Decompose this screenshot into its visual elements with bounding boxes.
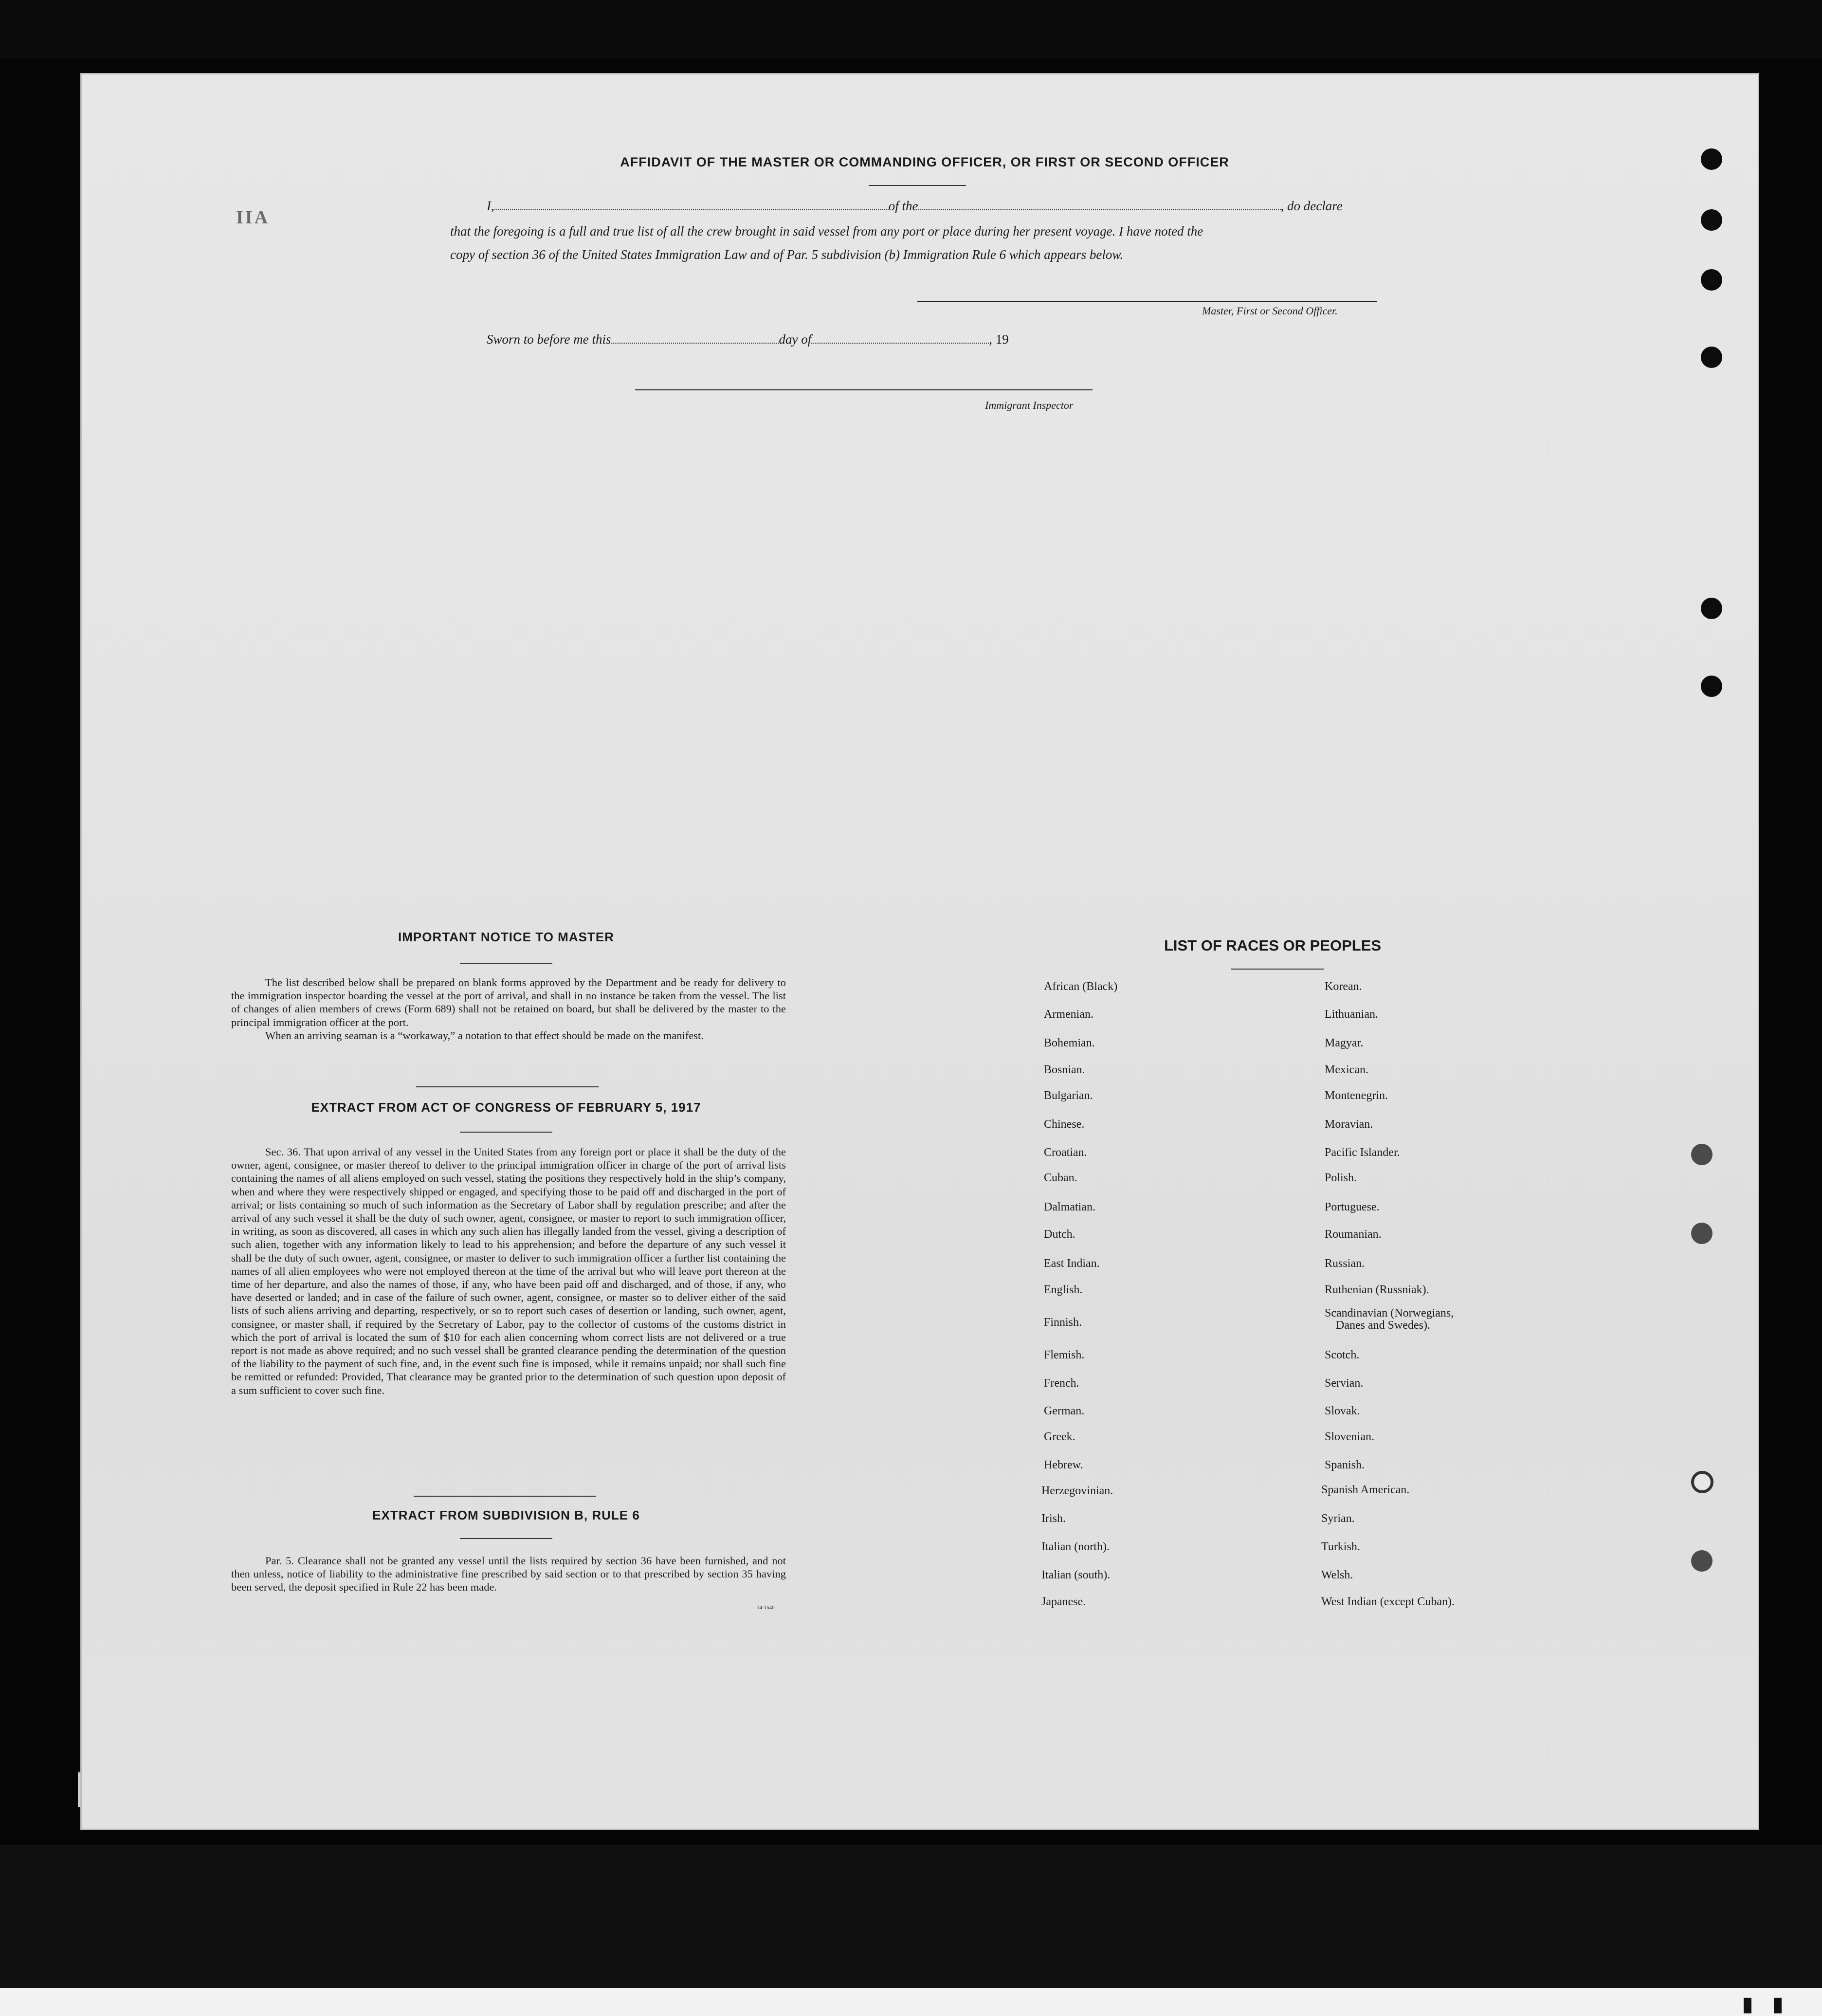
race-left: Bulgarian. — [1044, 1089, 1093, 1102]
race-right: Spanish. — [1325, 1459, 1365, 1471]
races-divider — [1231, 969, 1324, 970]
race-right: Mexican. — [1325, 1063, 1368, 1076]
race-left: German. — [1044, 1405, 1085, 1417]
day-of-label: day of — [779, 332, 812, 347]
inspector-signature-caption: Immigrant Inspector — [985, 399, 1074, 411]
act-extract-title: EXTRACT FROM ACT OF CONGRESS OF FEBRUARY 5, 1917 — [311, 1100, 701, 1115]
binder-hole-icon — [1691, 1144, 1713, 1165]
notice-divider — [460, 963, 552, 964]
race-left: Dalmatian. — [1044, 1201, 1095, 1213]
race-left: Japanese. — [1041, 1595, 1086, 1608]
race-left: Hebrew. — [1044, 1459, 1083, 1471]
inspector-signature-line — [635, 389, 1093, 390]
race-right: Moravian. — [1325, 1118, 1373, 1131]
binder-hole-icon — [1691, 1471, 1713, 1493]
notice-title: IMPORTANT NOTICE TO MASTER — [398, 930, 614, 944]
affidavit-line-3: copy of section 36 of the United States Immigration Law and of Par. 5 subdivision (b) Immigration Rule 6 which appears below. — [450, 247, 1124, 262]
act-extract-body — [231, 1145, 786, 1397]
title-divider — [869, 185, 966, 186]
name-blank — [494, 201, 889, 210]
race-right: Turkish. — [1321, 1540, 1360, 1553]
race-right: Scandinavian (Norwegians, — [1325, 1307, 1454, 1320]
binder-hole-icon — [1701, 269, 1722, 291]
binder-hole-icon — [1691, 1550, 1713, 1572]
section-divider — [414, 1496, 596, 1497]
race-right: Magyar. — [1325, 1037, 1364, 1049]
race-left: Herzegovinian. — [1041, 1485, 1113, 1497]
race-left: Bosnian. — [1044, 1063, 1085, 1076]
notice-body — [231, 976, 786, 1042]
race-right: Slovenian. — [1325, 1430, 1374, 1443]
race-left: Italian (north). — [1041, 1540, 1110, 1553]
race-right: Pacific Islander. — [1325, 1146, 1400, 1159]
race-right: Russian. — [1325, 1257, 1365, 1270]
margin-stamp: IIA — [236, 207, 270, 228]
binder-hole-icon — [1701, 209, 1722, 231]
film-edge-band — [0, 1988, 1822, 2016]
affidavit-i-label: I, — [487, 199, 494, 213]
race-right: Danes and Swedes). — [1336, 1319, 1430, 1332]
race-right: Welsh. — [1321, 1569, 1353, 1581]
race-right: Korean. — [1325, 980, 1362, 993]
race-left: East Indian. — [1044, 1257, 1100, 1270]
rule-extract-title: EXTRACT FROM SUBDIVISION B, RULE 6 — [372, 1508, 640, 1522]
race-right: Servian. — [1325, 1377, 1364, 1390]
binder-hole-icon — [1691, 1223, 1713, 1244]
affidavit-line-1 — [487, 199, 1377, 214]
rule-extract-divider — [460, 1538, 552, 1539]
race-right: Roumanian. — [1325, 1228, 1382, 1241]
race-right: Montenegrin. — [1325, 1089, 1388, 1102]
sworn-label: Sworn to before me this — [487, 332, 611, 347]
affidavit-do-declare-label: , do declare — [1280, 199, 1343, 213]
rule-extract-body — [231, 1554, 786, 1594]
notice-paragraph-2: When an arriving seaman is a “workaway,” a notation to that effect should be made on the manifest. — [265, 1029, 704, 1042]
binder-hole-icon — [1701, 598, 1722, 619]
race-left: Irish. — [1041, 1512, 1066, 1525]
race-left: Greek. — [1044, 1430, 1075, 1443]
race-right: Ruthenian (Russniak). — [1325, 1283, 1429, 1296]
race-left: Cuban. — [1044, 1172, 1077, 1184]
race-left: Italian (south). — [1041, 1569, 1111, 1581]
rule-paragraph-5: Par. 5. Clearance shall not be granted any vessel until the lists required by section 36 have been furnished, and not then unless, notice of liability to the administrative fine prescribed by said section or to that prescribed by section 35 having been served, the deposit specified in Rule 22 has been made. — [231, 1555, 786, 1594]
race-right: Syrian. — [1321, 1512, 1355, 1525]
master-signature-caption: Master, First or Second Officer. — [1202, 305, 1338, 317]
race-left: Armenian. — [1044, 1008, 1093, 1021]
race-right: Lithuanian. — [1325, 1008, 1378, 1021]
race-left: Chinese. — [1044, 1118, 1085, 1131]
film-edge-marks: ▮▮ — [1742, 1994, 1803, 2015]
race-right: Scotch. — [1325, 1349, 1360, 1361]
binder-hole-icon — [1701, 148, 1722, 170]
act-section-36: Sec. 36. That upon arrival of any vessel in the United States from any foreign port or place it shall be the duty of the owner, agent, consignee, or master thereof to deliver to the principal immigration officer in charge of the port of arrival lists containing the names of all aliens employed on such vessel, stating the positions they respectively hold in the ship’s company, when and where they were respectively shipped or engaged, and specifying those to be paid off and discharged in the port of arrival; or lists containing so much of such information as the Secretary of Labor shall by regulation prescribe; and after the arrival of any such vessel it shall be the duty of such owner, agent, consignee, or master to report to such immigration officer, in writing, as soon as discovered, all cases in which any such alien has illegally landed from the vessel, giving a description of such alien, together with any information likely to lead to his apprehension; and before the departure of any such vessel it shall be the duty of such owner, agent, consignee, or master to deliver to such immigration officer a further list containing the names of all alien employees who were not employed thereon at the time of the arrival but who will leave port thereon at the time of her departure, and also the names of those, if any, who have been paid off and discharged, and of those, if any, who have deserted or landed; and in case of the failure of such owner, agent, consignee, or master so to deliver either of the said lists of such aliens arriving and departing, respectively, or so to report such cases of desertion or landing, such owner, agent, consignee, or master shall, if required by the Secretary of Labor, pay to the collector of customs of the customs district in which the port of arrival is located the sum of $10 for each alien concerning whom correct lists are not delivered or a true report is not made as above required; and no such vessel shall be granted clearance pending the determination of the question of the liability to the payment of such fine, and, in the event such fine is imposed, while it remains unpaid; nor shall such fine be remitted or refunded: Provided, That clearance may be granted prior to the determination of such question upon deposit of a sum sufficient to cover such fine. — [231, 1146, 786, 1396]
race-left: Dutch. — [1044, 1228, 1075, 1241]
race-right: Slovak. — [1325, 1405, 1360, 1417]
binder-hole-icon — [1701, 347, 1722, 368]
race-right: Spanish American. — [1321, 1484, 1410, 1496]
sworn-line — [487, 332, 1009, 347]
vessel-blank — [918, 201, 1281, 210]
race-left: Bohemian. — [1044, 1037, 1095, 1049]
race-left: Flemish. — [1044, 1349, 1085, 1361]
master-signature-line — [917, 301, 1377, 302]
race-left: English. — [1044, 1283, 1083, 1296]
race-left: Finnish. — [1044, 1316, 1082, 1329]
binder-hole-icon — [1701, 676, 1722, 697]
form-code: 14-1540 — [757, 1605, 775, 1611]
day-blank — [611, 334, 779, 344]
affidavit-of-the-label: of the — [888, 199, 918, 213]
notice-paragraph-1: The list described below shall be prepared on blank forms approved by the Department and be ready for delivery to the immigration inspector boarding the vessel at the port of arrival, and shall in no instance be taken from the vessel. The list of changes of alien members of crews (Form 689) shall not be retained on board, but shall be delivered by the master to the principal immigration officer at the port. — [231, 976, 786, 1028]
film-border-top — [0, 0, 1822, 58]
act-extract-divider — [460, 1132, 552, 1133]
affidavit-line-2: that the foregoing is a full and true list of all the crew brought in said vessel from any port or place during her present voyage. I have noted the — [450, 224, 1203, 238]
race-left: Croatian. — [1044, 1146, 1087, 1159]
races-title: LIST OF RACES OR PEOPLES — [1164, 937, 1382, 954]
affidavit-title: AFFIDAVIT OF THE MASTER OR COMMANDING OFFICER, OR FIRST OR SECOND OFFICER — [620, 155, 1229, 169]
month-blank — [811, 334, 989, 344]
race-left: French. — [1044, 1377, 1079, 1390]
race-left: African (Black) — [1044, 980, 1118, 993]
race-right: West Indian (except Cuban). — [1321, 1595, 1455, 1608]
section-divider — [416, 1086, 599, 1087]
race-right: Portuguese. — [1325, 1201, 1380, 1213]
year-label: , 19 — [989, 332, 1009, 347]
race-right: Polish. — [1325, 1172, 1357, 1184]
